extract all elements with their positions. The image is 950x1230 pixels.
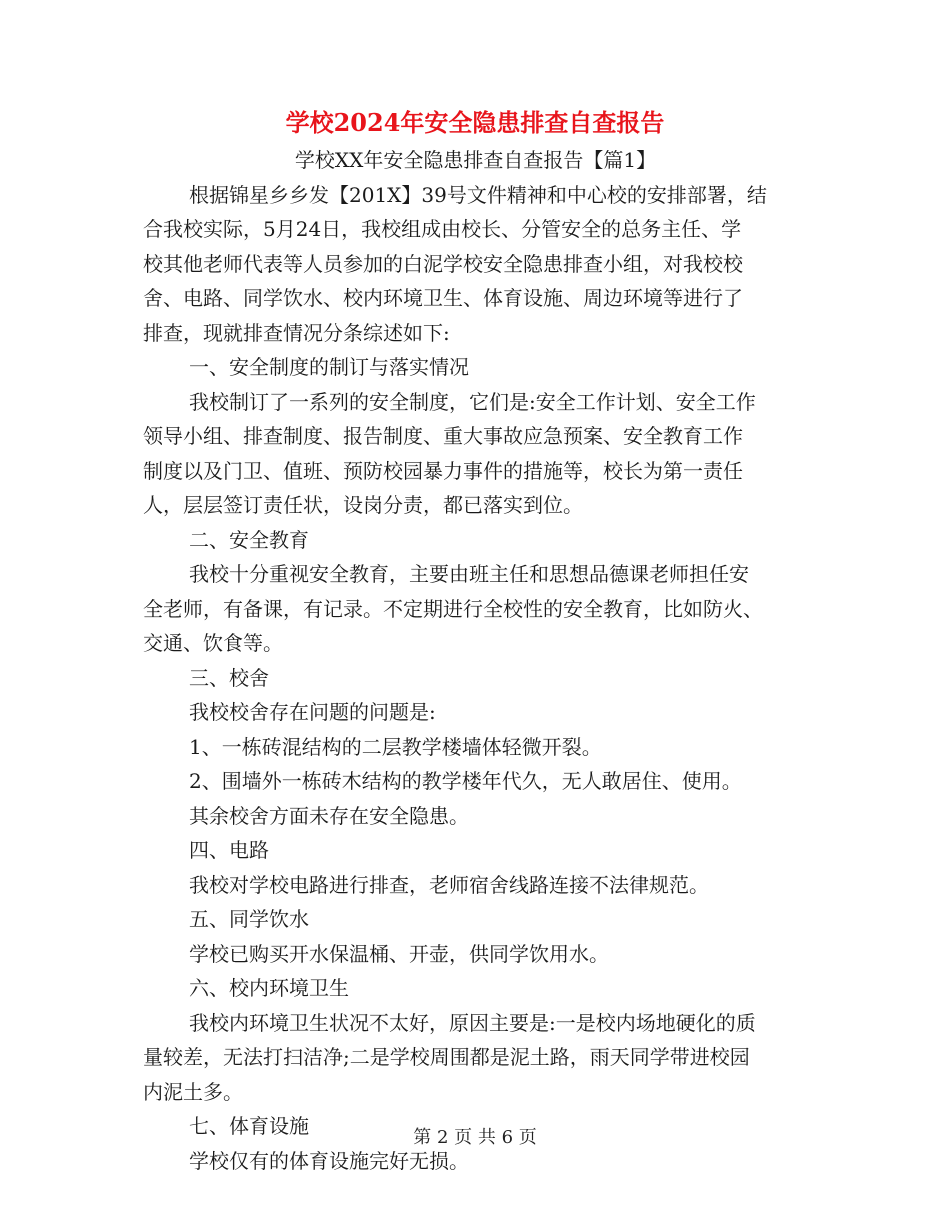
paragraph-line: 三、校舍 <box>189 665 269 690</box>
paragraph-line: 二、安全教育 <box>189 527 309 552</box>
paragraph-line: 交通、饮食等。 <box>143 631 283 655</box>
paragraph-line: 合我校实际，5月24日，我校组成由校长、分管安全的总务主任、学 <box>143 217 742 241</box>
page-footer: 第 2 页 共 6 页 <box>413 1127 537 1148</box>
paragraph-line: 四、电路 <box>189 838 269 862</box>
paragraph-line: 领导小组、排查制度、报告制度、重大事故应急预案、安全教育工作 <box>143 424 743 448</box>
paragraph-line: 七、体育设施 <box>189 1114 309 1138</box>
paragraph-line: 人，层层签订责任状，设岗分责，都已落实到位。 <box>143 493 583 517</box>
paragraph-line: 六、校内环境卫生 <box>189 976 349 1000</box>
paragraph-line: 我校制订了一系列的安全制度，它们是:安全工作计划、安全工作 <box>189 389 756 414</box>
paragraph-line: 一、安全制度的制订与落实情况 <box>189 355 469 379</box>
document-body <box>143 143 808 1178</box>
document-subtitle: 学校XX年安全隐患排查自查报告【篇1】 <box>294 148 657 172</box>
paragraph-line: 我校内环境卫生状况不太好，原因主要是:一是校内场地硬化的质 <box>189 1010 756 1035</box>
paragraph-line: 我校对学校电路进行排查，老师宿舍线路连接不法律规范。 <box>189 872 709 897</box>
paragraph-line: 五、同学饮水 <box>189 907 309 931</box>
paragraph-line: 学校仅有的体育设施完好无损。 <box>189 1148 469 1173</box>
document-title: 学校2024年安全隐患排查自查报告 <box>285 108 665 137</box>
paragraph-line: 其余校舍方面未存在安全隐患。 <box>189 803 469 828</box>
paragraph-line: 学校已购买开水保温桶、开壶，供同学饮用水。 <box>189 941 609 966</box>
paragraph-line: 1、一栋砖混结构的二层教学楼墙体轻微开裂。 <box>189 734 602 759</box>
paragraph-line: 2、围墙外一栋砖木结构的教学楼年代久，无人敢居住、使用。 <box>189 769 742 793</box>
paragraph-line: 内泥土多。 <box>143 1079 243 1104</box>
paragraph-line: 全老师，有备课，有记录。不定期进行全校性的安全教育，比如防火、 <box>143 596 763 621</box>
paragraph-line: 根据锦星乡乡发【201X】39号文件精神和中心校的安排部署，结 <box>189 182 767 207</box>
paragraph-line: 我校十分重视安全教育，主要由班主任和思想品德课老师担任安 <box>189 562 749 586</box>
paragraph-line: 制度以及门卫、值班、预防校园暴力事件的措施等，校长为第一责任 <box>143 458 743 483</box>
paragraph-line: 舍、电路、同学饮水、校内环境卫生、体育设施、周边环境等进行了 <box>143 286 743 310</box>
paragraph-line: 排查，现就排查情况分条综述如下: <box>143 320 450 345</box>
paragraph-line: 我校校舍存在问题的问题是: <box>189 700 436 724</box>
paragraph-line: 量较差，无法打扫洁净;二是学校周围都是泥土路，雨天同学带进校园 <box>143 1045 750 1069</box>
paragraph-line: 校其他老师代表等人员参加的白泥学校安全隐患排查小组，对我校校 <box>143 251 743 276</box>
